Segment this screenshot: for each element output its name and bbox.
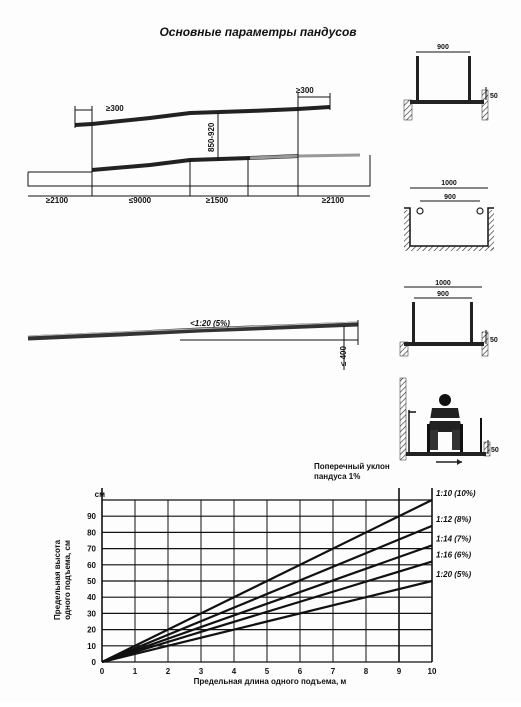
ramp-profile	[28, 86, 370, 205]
section-4-right-wall	[484, 442, 490, 456]
x-axis-title: Предельная длина одного подъема, м	[193, 677, 347, 686]
x-tick-label: 0	[99, 667, 105, 676]
y-axis-title-line-1: Предельная высота	[53, 539, 62, 621]
section-1-curb-label: 50	[490, 93, 498, 100]
x-tick-label: 10	[427, 667, 437, 676]
section-3	[400, 280, 498, 356]
wheelchair-user-icon	[427, 394, 463, 452]
section-1-width-label: 900	[437, 44, 449, 51]
series-label: 1:12 (8%)	[436, 514, 472, 524]
x-tick-label: 9	[396, 667, 402, 676]
section-3-outer-label: 1000	[435, 280, 451, 287]
y-tick-label: 70	[87, 544, 96, 554]
section-3-right-wall	[482, 332, 488, 356]
y-tick-label: 40	[87, 593, 96, 603]
slope-chart	[53, 488, 476, 686]
section-1	[404, 44, 498, 120]
section-1-left-wall	[404, 100, 412, 120]
section-1-right-rail	[468, 56, 471, 104]
section-1-left-rail	[416, 56, 419, 104]
section-1-slab	[410, 100, 484, 104]
top-right-dim-label: ≥300	[296, 86, 314, 95]
section-2-left-wall	[404, 210, 410, 250]
y-tick-label: 20	[87, 625, 96, 635]
x-tick-label: 1	[132, 667, 138, 676]
x-tick-label: 4	[231, 667, 237, 676]
section-4-slab	[406, 452, 486, 456]
x-tick-label: 7	[330, 667, 336, 676]
max-rise-label: ≤ 400	[339, 346, 348, 366]
series-label: 1:14 (7%)	[436, 534, 472, 544]
cross-slope-arrowhead-icon	[457, 459, 462, 465]
y-tick-label: 30	[87, 609, 96, 619]
section-3-curb-label: 50	[490, 337, 498, 344]
x-tick-label: 3	[198, 667, 204, 676]
y-unit-label: см	[94, 490, 105, 499]
cross-slope-line-1: Поперечный уклон	[314, 462, 390, 471]
section-4	[314, 378, 499, 481]
section-3-left-rail	[412, 302, 415, 342]
upper-handrail-extension	[298, 107, 330, 109]
x-tick-label: 8	[363, 667, 369, 676]
segment-1-label: ≥2100	[45, 196, 69, 205]
top-left-dim-label: ≥300	[106, 104, 124, 113]
x-tick-label: 5	[264, 667, 270, 676]
y-tick-label: 0	[91, 658, 96, 667]
slope-label: <1:20 (5%)	[190, 319, 230, 328]
y-tick-label: 10	[87, 641, 96, 651]
section-2-inner-label: 900	[444, 194, 456, 201]
series-label: 1:20 (5%)	[436, 570, 472, 579]
slope-view	[28, 319, 358, 370]
section-4-wall	[400, 378, 406, 460]
section-3-right-rail	[470, 302, 473, 342]
series-label: 1:16 (6%)	[436, 550, 472, 560]
handrail-height-label: 850-920	[207, 122, 216, 152]
segment-3-label: ≥1500	[205, 196, 229, 205]
page-title: Основные параметры пандусов	[159, 25, 357, 39]
section-3-left-wall	[400, 342, 408, 356]
segment-2-label: ≤9000	[128, 196, 152, 205]
section-2-left-rail	[417, 208, 423, 214]
section-4-curb-label: 50	[491, 447, 499, 454]
y-tick-label: 60	[87, 560, 96, 570]
series-label: 1:10 (10%)	[436, 489, 476, 498]
section-2-right-wall	[488, 210, 494, 250]
y-tick-label: 50	[87, 577, 96, 586]
section-2-right-rail	[477, 208, 483, 214]
section-3-inner-label: 900	[437, 291, 449, 298]
cross-slope-line-2: пандуса 1%	[314, 472, 361, 481]
section-3-slab	[404, 342, 484, 346]
x-tick-label: 6	[297, 667, 303, 676]
section-2	[404, 180, 494, 251]
section-1-right-wall	[482, 90, 488, 120]
chart-grid	[102, 488, 432, 662]
section-2-floor	[404, 246, 494, 251]
y-axis-title-line-2: одного подъема, см	[63, 540, 72, 620]
y-tick-label: 90	[87, 512, 96, 522]
section-2-outer-label: 1000	[441, 180, 457, 187]
y-tick-label: 80	[87, 528, 96, 538]
segment-4-label: ≥2100	[321, 196, 345, 205]
x-tick-label: 2	[165, 667, 171, 676]
chart-series-labels	[436, 489, 476, 579]
